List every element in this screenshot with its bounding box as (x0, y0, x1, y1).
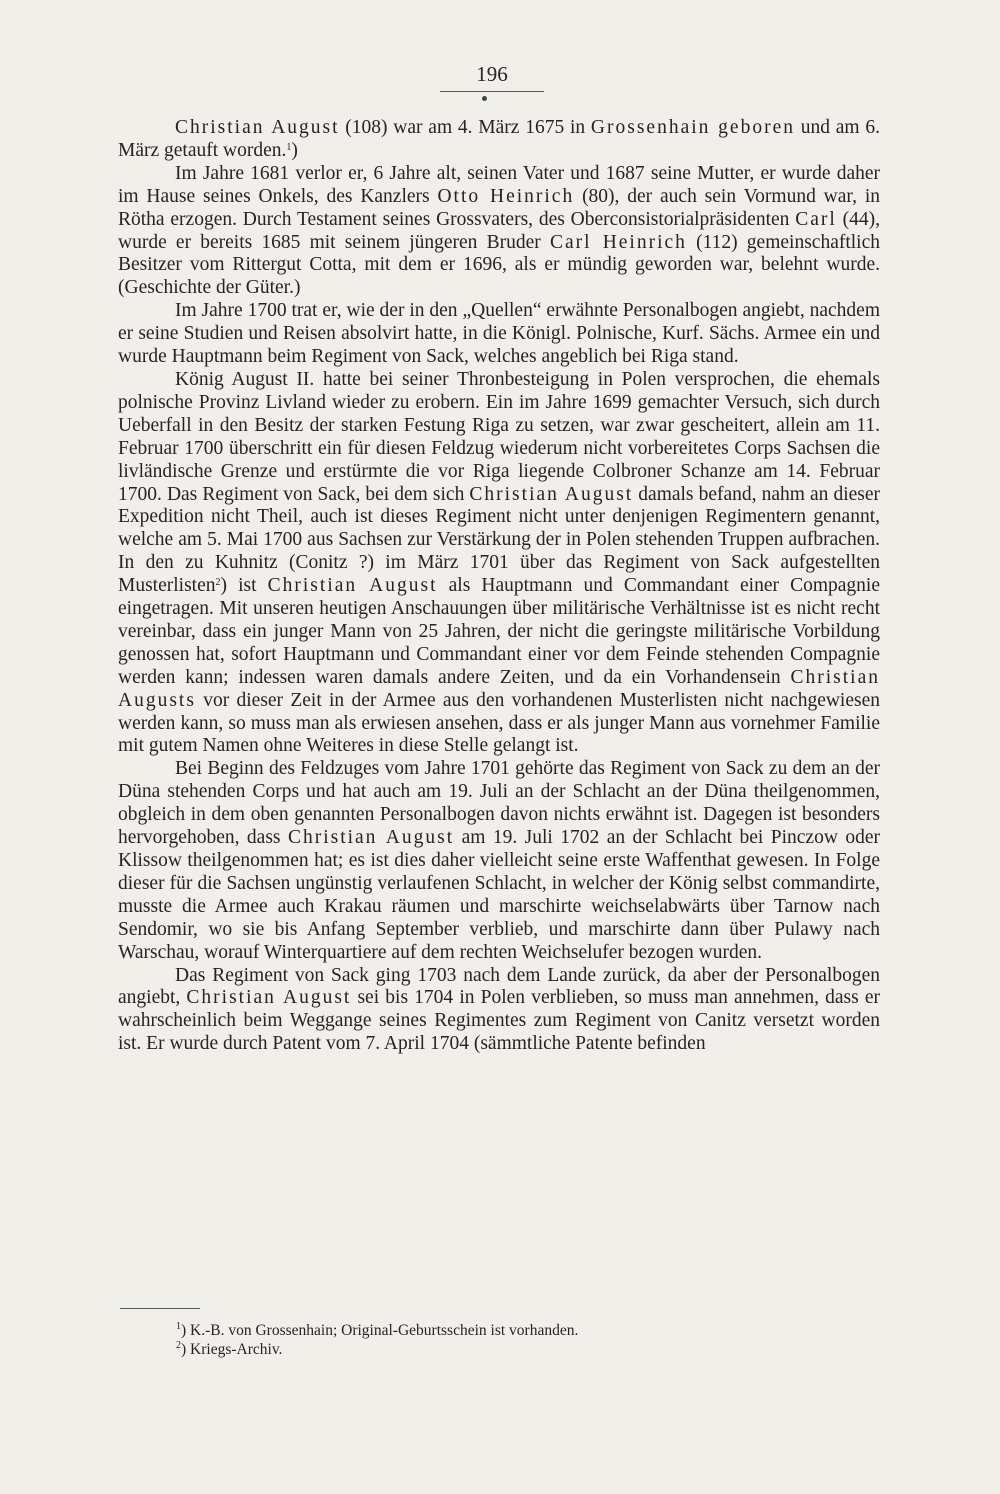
spaced-name: Otto Heinrich (437, 185, 575, 207)
header-rule (440, 91, 544, 92)
spaced-name: Christian August (175, 117, 340, 138)
text-run: Das Regiment von Sack ging 1703 nach dem Lande zurück, da aber der Personalbogen angiebt, (118, 964, 880, 1009)
footnote (176, 1321, 876, 1340)
footnote-marker: 2 (176, 1340, 181, 1351)
footnote-marker: 1 (176, 1321, 181, 1332)
footnotes (176, 1321, 876, 1359)
text-run: (108) war am 4. März 1675 in (339, 117, 591, 138)
spaced-name: Grossenhain geboren (590, 117, 795, 138)
paragraph (118, 300, 880, 369)
footnote-text: ) K.-B. von Grossenhain; Original-Geburtsschein ist vorhanden. (181, 1322, 579, 1339)
text-run: sei bis 1704 in Polen verblieben, so muss man annehmen, dass er wahrscheinlich beim Weggange seines Regimentes zum Regiment von Canitz versetzt worden ist. Er wurde durch Patent vom 7. April 1704 (sämmtliche Patente befinden (118, 987, 880, 1055)
footnote-rule (120, 1308, 200, 1309)
text-run: als Hauptmann und Commandant einer Compagnie eingetragen. Mit unseren heutigen Anschauungen über militärische Verhältnisse ist es nicht recht vereinbar, dass ein junger Mann von 25 Jahren, der nicht die geringste militärische Vorbildung genossen hat, sofort Hauptmann und Commandant einer vor dem Feinde stehenden Compagnie werden kann; indessen waren damals andere Zeiten, und da ein Vorhandensein (118, 575, 880, 688)
spaced-name: Christian August (267, 575, 438, 597)
paragraph (118, 758, 880, 964)
footnote-text: ) Kriegs-Archiv. (181, 1341, 283, 1358)
spaced-name: Christian August (186, 987, 352, 1009)
paragraph (118, 369, 880, 758)
footnote-ref: 1 (286, 141, 292, 153)
text-run: und am 6. März getauft worden. (118, 117, 880, 161)
paragraph (118, 163, 880, 300)
footnote (176, 1340, 876, 1359)
text-run: ) ist (220, 575, 268, 597)
body-text (118, 117, 880, 1056)
text-run: ) (291, 139, 298, 161)
text-run: Im Jahre 1700 trat er, wie der in den „Quellen“ erwähnte Personalbogen angiebt, nachdem er seine Studien und Reisen absolvirt hatte, in die Königl. Polnische, Kurf. Sächs. Armee ein und wurde Hauptmann beim Regiment von Sack, welches angeblich bei Riga stand. (118, 300, 880, 368)
spaced-name: Carl Heinrich (549, 231, 687, 253)
text-run: Bei Beginn des Feldzuges vom Jahre 1701 gehörte das Regiment von Sack zu dem an der Düna stehenden Corps und hat auch am 19. Juli an der Schlacht an der Düna theilgenommen, obgleich in dem oben genannten Personalbogen davon nichts erwähnt ist. Dagegen ist besonders hervorgehoben, dass (118, 758, 880, 849)
spaced-name: Christian Augusts (118, 666, 880, 711)
spaced-name: Christian August (469, 483, 634, 505)
text-run: damals befand, nahm an dieser Expedition nicht Theil, auch ist dieses Regiment nicht unter denjenigen Regimentern genannt, welche am 5. Mai 1700 aus Sachsen zur Verstärkung der in Polen stehenden Truppen aufbrachen. In den zu Kuhnitz (Conitz ?) im März 1701 über das Regiment von Sack aufgestellten Musterlisten (118, 483, 880, 597)
paragraph (118, 117, 880, 163)
text-run: (112) gemeinschaftlich Besitzer vom Rittergut Cotta, mit dem er 1696, als er mündig geworden war, belehnt wurde. (Geschichte der Güter.) (118, 231, 880, 299)
text-run: Im Jahre 1681 verlor er, 6 Jahre alt, seinen Vater und 1687 seine Mutter, er wurde daher im Hause seines Onkels, des Kanzlers (118, 162, 880, 207)
text-run: König August II. hatte bei seiner Thronbesteigung in Polen versprochen, die ehemals polnische Provinz Livland wieder zu erobern. Ein im Jahre 1699 gemachter Versuch, sich durch Ueberfall in den Besitz der starken Festung Riga zu setzen, war zwar gescheitert, allein am 11. Februar 1700 überschritt ein für diesen Feldzug wiederum nicht vorbereitetes Corps Sachsen die livländische Grenze und erstürmte die vor Riga liegende Colbroner Schanze am 14. Februar 1700. Das Regiment von Sack, bei dem sich (118, 368, 880, 505)
text-run: (44), wurde er bereits 1685 mit seinem jüngeren Bruder (118, 208, 880, 253)
paragraph (118, 965, 880, 1057)
header-dot (482, 96, 487, 101)
text-run: am 19. Juli 1702 an der Schlacht bei Pinczow oder Klissow theilgenommen hat; es ist dies daher vielleicht seine erste Waffenthat gewesen. In Folge dieser für die Sachsen ungünstig verlaufenen Schlacht, in welcher der König selbst commandirte, musste die Armee auch Krakau räumen und marschirte weichselabwärts über Tarnow nach Sendomir, wo sie bis Anfang September verblieb, und marschirte dann über Pulawy nach Warschau, worauf Winterquartiere auf dem rechten Weichselufer bezogen wurden. (118, 827, 880, 963)
footnote-ref: 2 (215, 577, 221, 589)
spaced-name: Carl (795, 208, 837, 230)
spaced-name: Christian August (287, 827, 455, 849)
text-run: vor dieser Zeit in der Armee aus den vorhandenen Musterlisten nicht nachgewiesen werden kann, so muss man als erwiesen ansehen, dass er als junger Mann aus vornehmer Familie mit gutem Namen ohne Weiteres in diese Stelle gelangt ist. (118, 689, 880, 757)
page-number: 196 (476, 62, 508, 86)
text-run: (80), der auch sein Vormund war, in Rötha erzogen. Durch Testament seines Grossvaters, des Oberconsistorialpräsidenten (118, 185, 881, 230)
